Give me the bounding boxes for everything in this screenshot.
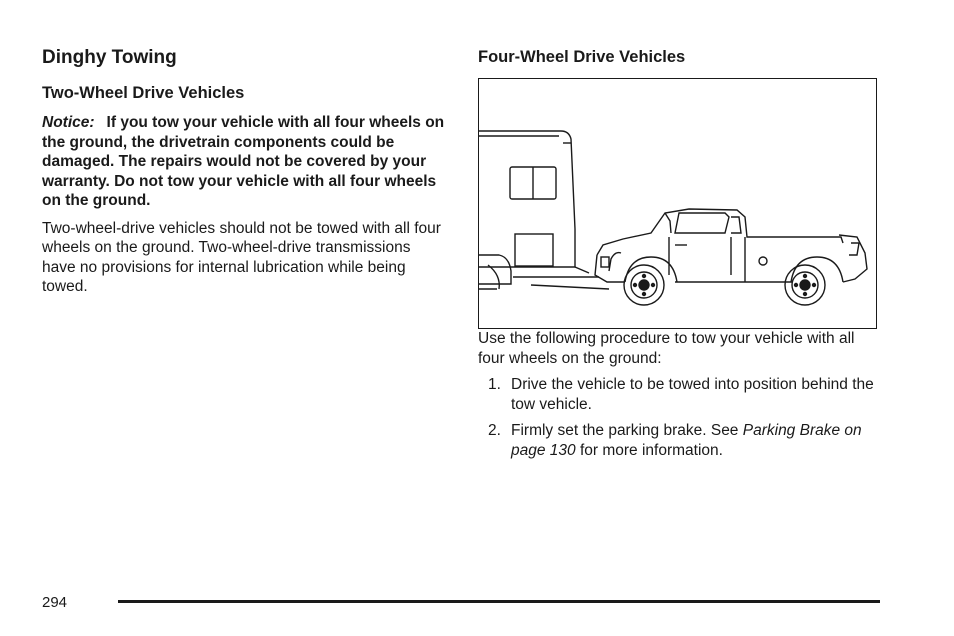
parking-brake-reference: Parking Brake on page 130	[511, 422, 862, 459]
list-item	[488, 421, 880, 460]
four-wheel-subheading: Four-Wheel Drive Vehicles	[478, 48, 686, 66]
truck-rear-wheel	[785, 265, 825, 305]
dinghy-towing-illustration	[478, 78, 877, 329]
step-text: Drive the vehicle to be towed into position behind the tow vehicle.	[511, 376, 874, 413]
notice-text: If you tow your vehicle with all four wheels on the ground, the drivetrain components could be damaged. The repairs would not be covered by your warranty. Do not tow your vehicle with all four wheels on the ground.	[42, 114, 445, 209]
notice-paragraph	[42, 113, 446, 211]
step-text-post: for more information.	[575, 441, 723, 459]
notice-label: Notice:	[42, 114, 95, 131]
motorhome-drawing	[479, 131, 609, 289]
truck-front-wheel	[624, 265, 664, 305]
procedure-steps	[488, 375, 880, 460]
pickup-truck-drawing	[595, 209, 867, 282]
page-number: 294	[42, 594, 68, 611]
right-column	[478, 46, 880, 467]
two-wheel-body: Two-wheel-drive vehicles should not be towed with all four wheels on the ground. Two-wheel-drive transmissions have no provisions for internal lubrication while being towed.	[42, 219, 441, 295]
two-wheel-subheading: Two-Wheel Drive Vehicles	[42, 84, 245, 102]
section-heading: Dinghy Towing	[42, 47, 177, 68]
step-number: 2.	[488, 422, 501, 439]
list-item	[488, 375, 880, 414]
procedure-intro: Use the following procedure to tow your vehicle with all four wheels on the ground:	[478, 330, 855, 367]
step-text-pre: Firmly set the parking brake. See	[511, 422, 743, 439]
footer-rule	[118, 600, 880, 603]
step-number: 1.	[488, 376, 501, 393]
left-column	[42, 46, 446, 297]
step-text	[511, 421, 880, 460]
